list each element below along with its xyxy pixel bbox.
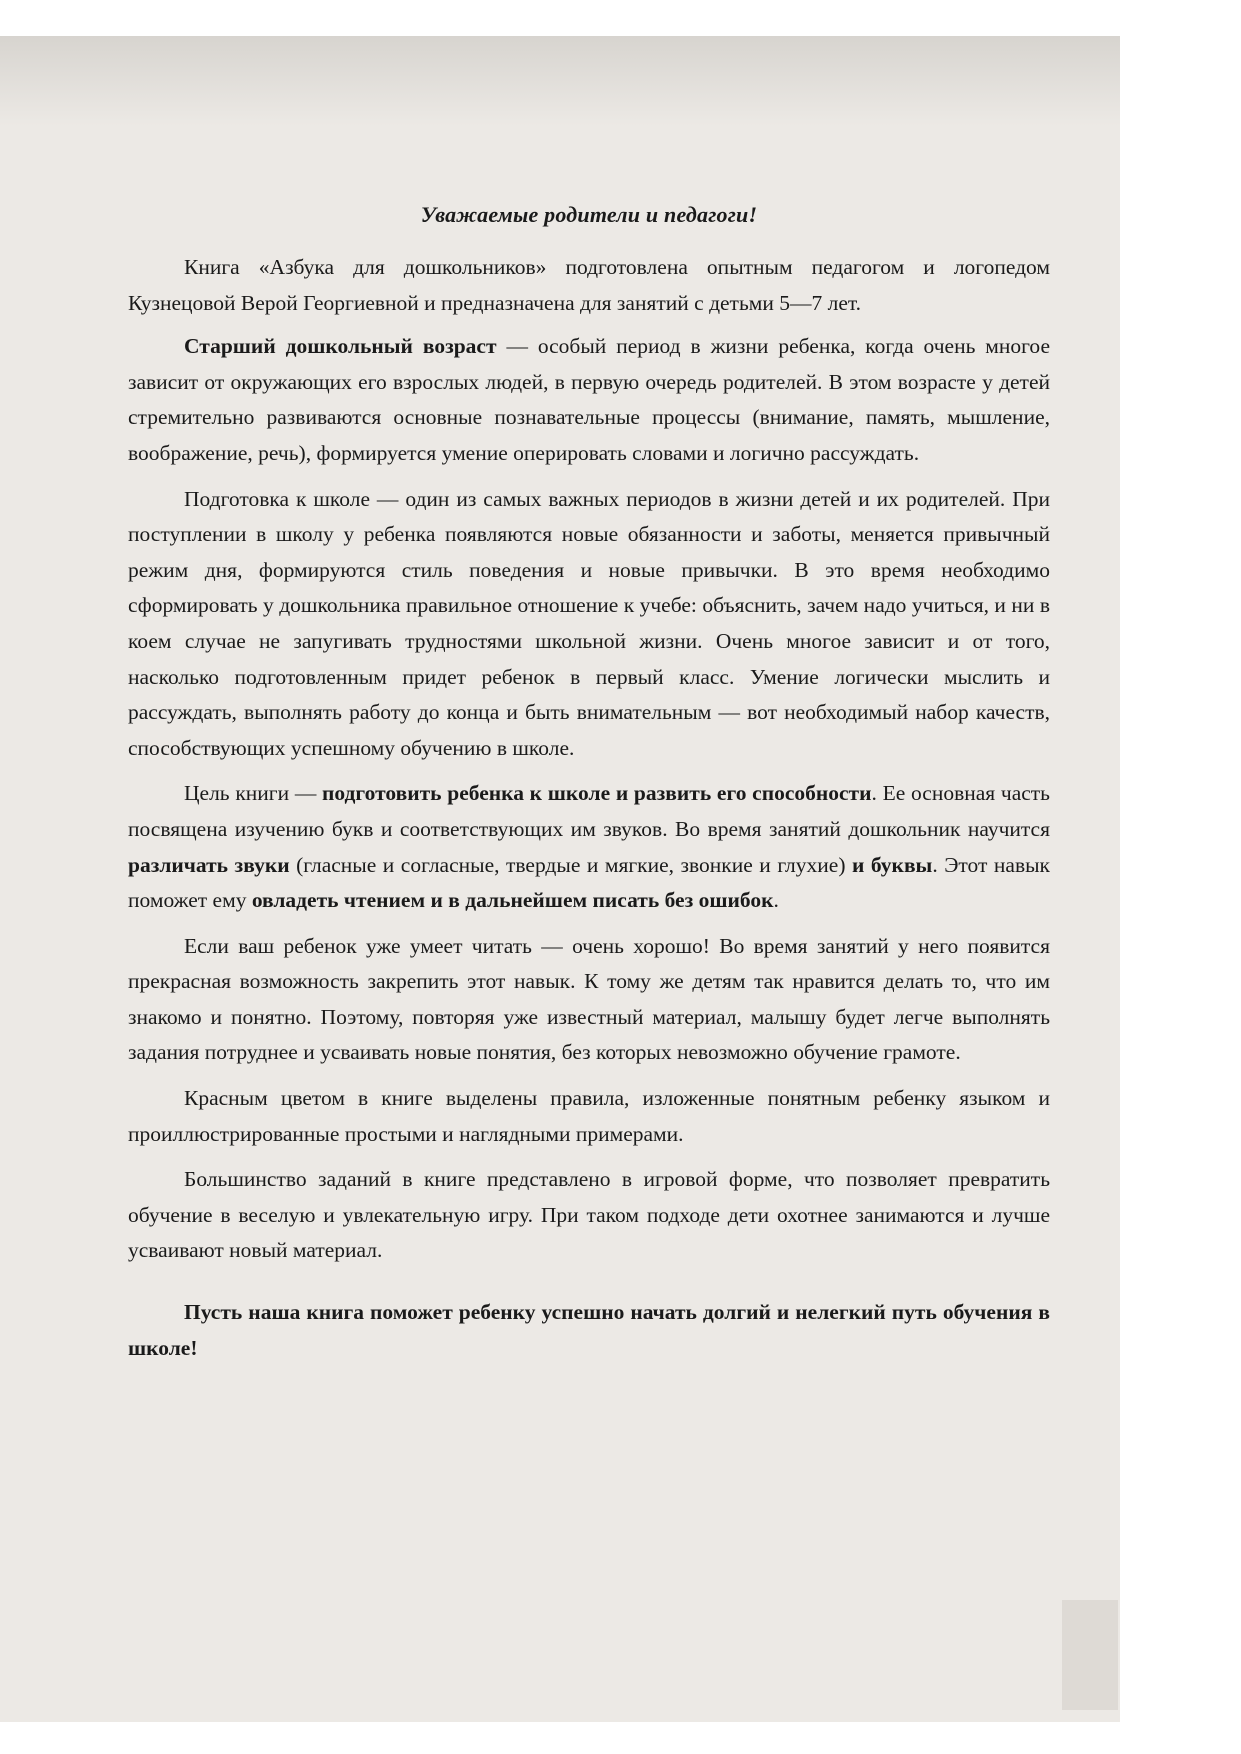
- scan-margin: [1120, 36, 1241, 1726]
- page-text: [128, 202, 1050, 1376]
- paragraph-text: . Этот навык поможет ему: [128, 852, 1050, 913]
- paragraph-text: Цель книги —: [184, 781, 323, 806]
- bold-phrase: подготовить ребенка к школе и развить его способности: [322, 781, 872, 806]
- paragraph-text: — особый период в жизни ребенка, когда очень многое зависит от окружающих его взрослых людей, в первую очередь родителей. В этом возрасте у детей стремительно развиваются основные познавательные процессы (внимание, память, мышление, воображение, речь), формируется умение оперировать словами и логично рассуждать.: [128, 334, 1050, 465]
- paragraph-text: . Ее основная часть посвящена изучению букв и соответствующих им звуков. Во время занятий дошкольник научится: [128, 781, 1050, 841]
- scan-bottom-edge: [0, 1722, 1241, 1754]
- bold-term: Старший дошкольный возраст: [184, 334, 497, 359]
- paragraph-school-prep: Подготовка к школе — один из самых важных периодов в жизни детей и их родителей. При поступлении в школу у ребенка появляются новые обязанности и заботы, меняется привычный режим дня, формируются стиль поведения и новые привычки. В это время необходимо сформировать у дошкольника правильное отношение к учебе: объяснить, зачем надо учиться, и ни в коем случае не запугивать трудностями школьной жизни. Очень многое зависит и от того, насколько подготовленным придет ребенок в первый класс. Умение логически мыслить и рассуждать, выполнять работу до конца и быть внимательным — вот необходимый набор качеств, способствующих успешному обучению в школе.: [128, 486, 1050, 760]
- closing-wish: Пусть наша книга поможет ребенку успешно начать долгий и нелегкий путь обучения в школе!: [128, 1300, 1050, 1360]
- paragraph-book-goal: [128, 776, 1050, 918]
- bold-phrase: различать звуки: [128, 852, 290, 877]
- page-corner-shade: [1062, 1600, 1118, 1710]
- bold-phrase: овладеть чтением и в дальнейшем писать без ошибок: [251, 888, 774, 913]
- paragraph-game-form: Большинство заданий в книге представлено в игровой форме, что позволяет превратить обучение в веселую и увлекательную игру. При таком подходе дети охотнее занимаются и лучше усваивают новый материал.: [128, 1167, 1050, 1263]
- bold-phrase: и буквы: [851, 852, 933, 877]
- scan-shadow: [0, 36, 1241, 126]
- paragraph-text: (гласные и согласные, твердые и мягкие, звонкие и глухие): [289, 852, 852, 877]
- paragraph-intro: Книга «Азбука для дошкольников» подготовлена опытным педагогом и логопедом Кузнецовой Верой Георгиевной и предназначена для занятий с детьми 5—7 лет.: [128, 255, 1050, 315]
- paragraph-red-rules: Красным цветом в книге выделены правила, изложенные понятным ребенку языком и проиллюстрированные простыми и наглядными примерами.: [128, 1086, 1050, 1146]
- page-title: Уважаемые родители и педагоги!: [420, 202, 758, 227]
- paragraph-reading: Если ваш ребенок уже умеет читать — очень хорошо! Во время занятий у него появится прекрасная возможность закрепить этот навык. К тому же детям так нравится делать то, что им знакомо и понятно. Поэтому, повторяя уже известный материал, малышу будет легче выполнять задания потруднее и усваивать новые понятия, без которых невозможно обучение грамоте.: [128, 933, 1050, 1065]
- paragraph-preschool-age: [128, 329, 1050, 471]
- paragraph-text: .: [773, 888, 779, 913]
